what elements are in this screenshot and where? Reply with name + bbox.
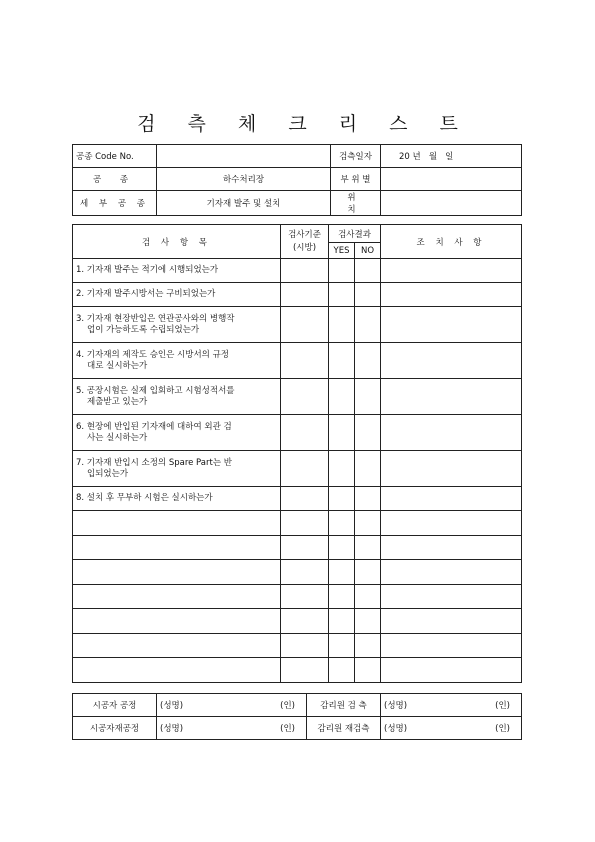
item-text-line2: 사는 실시하는가	[87, 432, 148, 443]
checklist-row	[73, 283, 522, 307]
standard-cell[interactable]	[281, 584, 329, 609]
yes-checkbox-cell[interactable]	[329, 487, 355, 511]
standard-header-line1: 검사기준	[288, 229, 321, 240]
checklist-item	[73, 307, 281, 343]
checklist-item	[73, 379, 281, 415]
page-title: 검 측 체 크 리 스 트	[137, 113, 471, 135]
no-checkbox-cell[interactable]	[355, 609, 381, 634]
action-cell[interactable]	[381, 487, 522, 511]
item-text-line1: 6. 현장에 반입된 기자재에 대하여 외관 검	[76, 421, 232, 432]
yes-checkbox-cell[interactable]	[329, 379, 355, 415]
yes-checkbox-cell[interactable]	[329, 343, 355, 379]
no-checkbox-cell[interactable]	[355, 283, 381, 307]
standard-cell[interactable]	[281, 283, 329, 307]
action-cell[interactable]	[381, 658, 522, 683]
name-placeholder: (성명)	[384, 724, 408, 734]
checklist-row	[73, 451, 522, 487]
action-cell[interactable]	[381, 307, 522, 343]
no-checkbox-cell[interactable]	[355, 259, 381, 283]
yes-checkbox-cell[interactable]	[329, 584, 355, 609]
name-placeholder: (성명)	[160, 724, 184, 734]
checklist-item	[73, 451, 281, 487]
checklist-item	[73, 343, 281, 379]
no-checkbox-cell[interactable]	[355, 379, 381, 415]
standard-cell[interactable]	[281, 343, 329, 379]
seal-placeholder: (인)	[280, 724, 295, 734]
blank-row	[73, 633, 522, 658]
code-field[interactable]	[157, 145, 331, 168]
action-cell[interactable]	[381, 584, 522, 609]
item-text-line1: 5. 공장시험은 실제 입회하고 시험성적서를	[76, 385, 235, 396]
blank-row	[73, 535, 522, 560]
no-checkbox-cell[interactable]	[355, 633, 381, 658]
date-field[interactable]	[381, 145, 522, 168]
standard-cell[interactable]	[281, 535, 329, 560]
checklist-item[interactable]	[73, 511, 281, 536]
item-text-line1: 8. 설치 후 무부하 시험은 실시하는가	[76, 493, 213, 503]
item-text-line2: 대로 실시하는가	[87, 360, 148, 371]
item-text-line2: 업이 가능하도록 수립되었는가	[87, 324, 200, 335]
standard-cell[interactable]	[281, 415, 329, 451]
seal-placeholder: (인)	[280, 701, 295, 711]
yes-checkbox-cell[interactable]	[329, 633, 355, 658]
header-info-table	[72, 144, 522, 216]
date-label: 검측일자	[331, 145, 381, 168]
action-cell[interactable]	[381, 535, 522, 560]
item-text-line1: 1. 기자재 발주는 적기에 시행되었는가	[76, 265, 219, 275]
yes-header: YES	[329, 243, 355, 259]
checklist-item[interactable]	[73, 560, 281, 585]
yes-checkbox-cell[interactable]	[329, 560, 355, 585]
item-text-line1: 3. 기자재 현장반입은 연관공사와의 병행작	[76, 313, 235, 324]
supervisor-reinspection-sign[interactable]	[381, 717, 522, 740]
detail-field[interactable]: 기자재 발주 및 설치	[157, 191, 331, 216]
blank-row	[73, 584, 522, 609]
action-cell[interactable]	[381, 609, 522, 634]
no-checkbox-cell[interactable]	[355, 343, 381, 379]
item-text-line1: 7. 기자재 반입시 소정의 Spare Part는 반	[76, 457, 232, 468]
contractor-material-label: 시공자재공정	[73, 717, 157, 740]
checklist-row	[73, 379, 522, 415]
action-cell[interactable]	[381, 379, 522, 415]
standard-header-line2: (시방)	[292, 242, 317, 253]
action-cell[interactable]	[381, 633, 522, 658]
seal-placeholder: (인)	[495, 701, 510, 711]
checklist-row	[73, 259, 522, 283]
detail-label: 세 부 공 종	[73, 191, 157, 216]
yes-checkbox-cell[interactable]	[329, 535, 355, 560]
action-cell[interactable]	[381, 283, 522, 307]
standard-cell[interactable]	[281, 633, 329, 658]
seal-placeholder: (인)	[495, 724, 510, 734]
yes-checkbox-cell[interactable]	[329, 511, 355, 536]
checklist-row	[73, 307, 522, 343]
item-text-line2: 입되었는가	[87, 468, 129, 479]
yes-checkbox-cell[interactable]	[329, 658, 355, 683]
checklist-item[interactable]	[73, 584, 281, 609]
action-header: 조 치 사 항	[381, 225, 522, 259]
action-cell[interactable]	[381, 560, 522, 585]
yes-checkbox-cell[interactable]	[329, 415, 355, 451]
date-value: 20 년 월 일	[399, 152, 454, 162]
checklist-item	[73, 415, 281, 451]
name-placeholder: (성명)	[384, 701, 408, 711]
contractor-material-sign[interactable]	[157, 717, 307, 740]
standard-cell[interactable]	[281, 307, 329, 343]
action-cell[interactable]	[381, 415, 522, 451]
standard-header	[281, 225, 329, 259]
checklist-row	[73, 415, 522, 451]
supervisor-reinspection-label: 감리원 재검측	[307, 717, 381, 740]
no-checkbox-cell[interactable]	[355, 307, 381, 343]
code-label: 공종 Code No.	[73, 145, 157, 168]
standard-cell[interactable]	[281, 658, 329, 683]
action-cell[interactable]	[381, 343, 522, 379]
no-checkbox-cell[interactable]	[355, 535, 381, 560]
no-header: NO	[355, 243, 381, 259]
no-checkbox-cell[interactable]	[355, 487, 381, 511]
standard-cell[interactable]	[281, 451, 329, 487]
action-cell[interactable]	[381, 511, 522, 536]
checklist-item	[73, 487, 281, 511]
item-text-line1: 4. 기자재의 제작도 승인은 시방서의 규정	[76, 349, 229, 360]
action-cell[interactable]	[381, 451, 522, 487]
work-field[interactable]: 하수처리장	[157, 168, 331, 191]
work-label: 공 종	[73, 168, 157, 191]
no-checkbox-cell[interactable]	[355, 584, 381, 609]
blank-row	[73, 560, 522, 585]
action-cell[interactable]	[381, 259, 522, 283]
contractor-process-sign[interactable]	[157, 694, 307, 717]
item-header: 검 사 항 목	[73, 225, 281, 259]
no-checkbox-cell[interactable]	[355, 451, 381, 487]
standard-cell[interactable]	[281, 560, 329, 585]
checklist-table	[72, 224, 522, 683]
yes-checkbox-cell[interactable]	[329, 451, 355, 487]
no-checkbox-cell[interactable]	[355, 415, 381, 451]
blank-row	[73, 511, 522, 536]
checklist-item[interactable]	[73, 609, 281, 634]
blank-row	[73, 658, 522, 683]
checklist-item	[73, 283, 281, 307]
checklist-row	[73, 487, 522, 511]
checklist-item[interactable]	[73, 658, 281, 683]
yes-checkbox-cell[interactable]	[329, 609, 355, 634]
dept-field[interactable]	[381, 168, 522, 191]
item-text-line1: 2. 기자재 발주시방서는 구비되었는가	[76, 289, 216, 299]
checklist-item[interactable]	[73, 535, 281, 560]
standard-cell[interactable]	[281, 511, 329, 536]
location-label: 위 치	[331, 191, 381, 216]
blank-row	[73, 609, 522, 634]
result-header: 검사결과	[329, 225, 381, 243]
no-checkbox-cell[interactable]	[355, 560, 381, 585]
checklist-item[interactable]	[73, 633, 281, 658]
supervisor-inspection-sign[interactable]	[381, 694, 522, 717]
supervisor-inspection-label: 감리원 검 측	[307, 694, 381, 717]
dept-label: 부 위 별	[331, 168, 381, 191]
standard-cell[interactable]	[281, 379, 329, 415]
standard-cell[interactable]	[281, 487, 329, 511]
no-checkbox-cell[interactable]	[355, 658, 381, 683]
contractor-process-label: 시공자 공정	[73, 694, 157, 717]
name-placeholder: (성명)	[160, 701, 184, 711]
item-text-line2: 제출받고 있는가	[87, 396, 148, 407]
yes-checkbox-cell[interactable]	[329, 283, 355, 307]
location-field[interactable]	[381, 191, 522, 216]
checklist-row	[73, 343, 522, 379]
yes-checkbox-cell[interactable]	[329, 307, 355, 343]
signature-table	[72, 693, 522, 740]
no-checkbox-cell[interactable]	[355, 511, 381, 536]
checklist-item	[73, 259, 281, 283]
yes-checkbox-cell[interactable]	[329, 259, 355, 283]
standard-cell[interactable]	[281, 259, 329, 283]
standard-cell[interactable]	[281, 609, 329, 634]
